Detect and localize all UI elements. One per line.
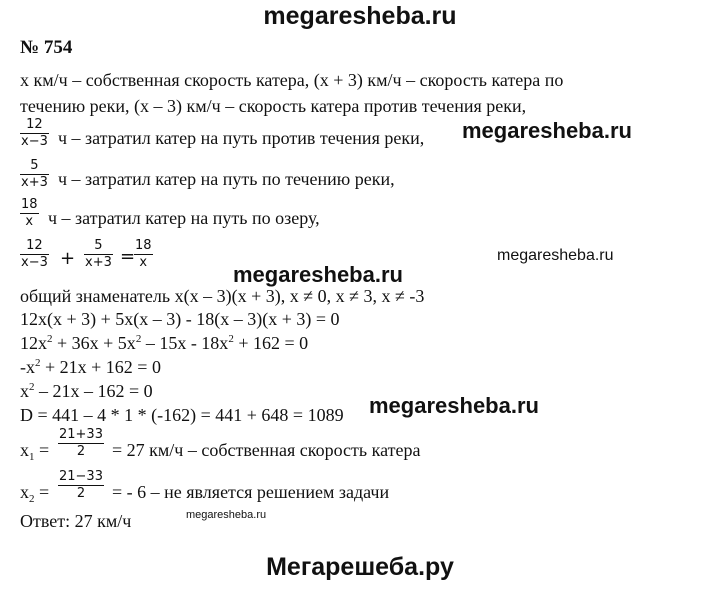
- line-4-text: ч – затратил катер на путь по течению реки,: [58, 169, 395, 189]
- fraction-numerator: 21+33: [59, 427, 103, 442]
- fraction-numerator: 12: [26, 117, 43, 132]
- line-2: течению реки, (x – 3) км/ч – скорость катера против течения реки,: [20, 96, 527, 116]
- fraction-numerator: 18: [135, 238, 152, 253]
- variable: x: [20, 482, 29, 502]
- fraction-denominator: x−3: [21, 134, 48, 149]
- exponent: 2: [35, 357, 41, 369]
- line-equation-simplified: [20, 356, 161, 381]
- term: -x: [20, 357, 35, 377]
- fraction-numerator: 12: [26, 238, 43, 253]
- watermark[interactable]: megaresheba.ru: [497, 247, 614, 264]
- watermark[interactable]: megaresheba.ru: [186, 509, 267, 521]
- term: x: [20, 381, 29, 401]
- fraction-numerator: 21−33: [59, 469, 103, 484]
- exponent: 2: [47, 333, 53, 345]
- equation-fraction-2: [84, 238, 113, 271]
- equation-fraction-3: [134, 238, 153, 271]
- fraction-denominator: 2: [76, 444, 86, 459]
- x2-result: = - 6 – не является решением задачи: [112, 482, 390, 502]
- watermark[interactable]: megaresheba.ru: [462, 118, 632, 143]
- x2-label: [20, 481, 49, 506]
- equals-sign: =: [120, 246, 136, 267]
- fraction-18-over-x: [20, 197, 39, 230]
- term: + 21x + 162 = 0: [45, 357, 161, 377]
- plus-sign: +: [60, 248, 76, 269]
- line-equation-polynomial: [20, 332, 308, 357]
- line-equation-normalized: [20, 380, 153, 405]
- site-header[interactable]: megaresheba.ru: [263, 2, 457, 30]
- fraction-denominator: x+3: [85, 255, 112, 270]
- exponent: 2: [228, 333, 234, 345]
- equation-fraction-1: [20, 238, 49, 271]
- watermark[interactable]: megaresheba.ru: [233, 262, 403, 287]
- fraction-12-over-x-minus-3: [20, 117, 49, 150]
- fraction-denominator: x+3: [21, 175, 48, 190]
- term: – 15x - 18x: [145, 333, 229, 353]
- term: + 36x + 5x: [57, 333, 136, 353]
- subscript: 1: [29, 451, 35, 463]
- exponent: 2: [135, 333, 142, 345]
- term: + 162 = 0: [238, 333, 309, 353]
- fraction-denominator: 2: [76, 486, 86, 501]
- equals-sign: =: [39, 440, 50, 460]
- x1-fraction: [58, 427, 104, 460]
- term: – 21x – 162 = 0: [39, 381, 153, 401]
- line-3-text: ч – затратил катер на путь против течения реки,: [58, 128, 425, 148]
- equals-sign: =: [39, 482, 50, 502]
- subscript: 2: [29, 493, 35, 505]
- x2-fraction: [58, 469, 104, 502]
- line-5-text: ч – затратил катер на путь по озеру,: [48, 208, 320, 228]
- fraction-numerator: 18: [21, 197, 38, 212]
- site-footer[interactable]: Мегарешеба.ру: [266, 553, 454, 581]
- fraction-denominator: x: [139, 255, 148, 270]
- watermark[interactable]: megaresheba.ru: [369, 393, 539, 418]
- line-discriminant: D = 441 – 4 * 1 * (-162) = 441 + 648 = 1089: [20, 405, 344, 425]
- line-1: x км/ч – собственная скорость катера, (x + 3) км/ч – скорость катера по: [20, 70, 564, 90]
- variable: x: [20, 440, 29, 460]
- x1-result: = 27 км/ч – собственная скорость катера: [112, 440, 421, 460]
- line-common-denominator: общий знаменатель x(x – 3)(x + 3), x ≠ 0, x ≠ 3, x ≠ -3: [20, 286, 425, 306]
- fraction-numerator: 5: [94, 238, 103, 253]
- answer: Ответ: 27 км/ч: [20, 511, 132, 531]
- x1-label: [20, 439, 49, 464]
- fraction-5-over-x-plus-3: [20, 158, 49, 191]
- term: 12x: [20, 333, 47, 353]
- exponent: 2: [29, 381, 35, 393]
- fraction-denominator: x: [25, 214, 34, 229]
- problem-number: № 754: [20, 37, 73, 58]
- fraction-numerator: 5: [30, 158, 39, 173]
- fraction-denominator: x−3: [21, 255, 48, 270]
- line-equation-expanded: 12x(x + 3) + 5x(x – 3) - 18(x – 3)(x + 3) = 0: [20, 309, 340, 329]
